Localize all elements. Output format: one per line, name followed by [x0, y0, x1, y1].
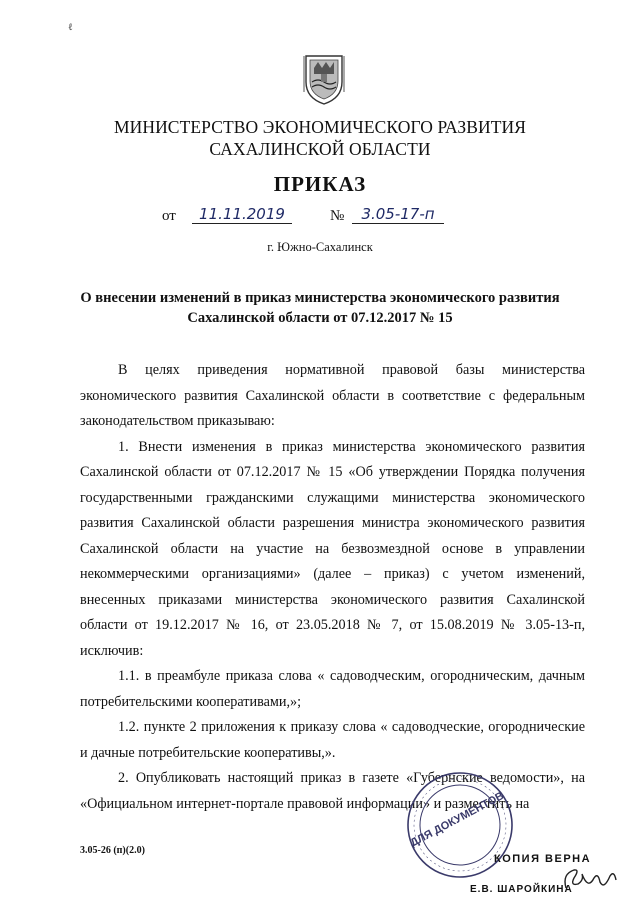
order-body [80, 358, 585, 817]
copy-signer-name: Е.В. ШАРОЙКИНА [470, 884, 573, 895]
subject-line1: О внесении изменений в приказ министерства экономического развития [80, 290, 560, 306]
paragraph-item-1: 1. Внести изменения в приказ министерства экономического развития Сахалинской области от 07.12.2017 № 15 «Об утверждении Порядка получения государственными гражданскими служащими министерства экономического развития Сахалинской области разрешения министра экономического развития Сахалинской области на участие на безвозмездной основе в управлении некоммерческими организациями» (далее – приказ) с учетом изменений, внесенных приказами министерства экономического развития Сахалинской области от 19.12.2017 № 16, от 23.05.2018 № 7, от 15.08.2019 № 3.05-13-п, исключив: [80, 438, 585, 659]
paragraph-item-1-2: 1.2. пункте 2 приложения к приказу слова « садоводческие, огороднические и дачные потребительские кооперативы,». [80, 719, 585, 761]
subject-line2: Сахалинской области от 07.12.2017 № 15 [187, 310, 453, 326]
ministry-name-line1: МИНИСТЕРСТВО ЭКОНОМИЧЕСКОГО РАЗВИТИЯ [113, 117, 527, 137]
corner-mark: ℓ [68, 22, 73, 33]
city-name: г. Южно-Сахалинск [267, 240, 373, 254]
stamp-center-text: ДЛЯ ДОКУМЕНТОВ [408, 789, 506, 850]
paragraph-preamble: В целях приведения нормативной правовой базы министерства экономического развития Сахалинской области в соответствие с федеральным законодательством приказываю: [80, 362, 585, 429]
date-number-line [0, 206, 640, 232]
from-label: от [162, 208, 176, 224]
ministry-name-line2: САХАЛИНСКОЙ ОБЛАСТИ [209, 139, 431, 159]
form-code: 3.05-26 (п)(2.0) [80, 845, 145, 856]
copy-certified-mark: КОПИЯ ВЕРНА [494, 853, 592, 865]
order-date: 11.11.2019 [192, 205, 292, 224]
paragraph-item-2: 2. Опубликовать настоящий приказ в газете «Губернские ведомости», на «Официальном интернет-портале правовой информации» и разместить на [80, 770, 585, 812]
order-number: 3.05-17-п [352, 205, 444, 224]
handwritten-signature [560, 860, 620, 900]
doc-type-title: ПРИКАЗ [273, 172, 367, 196]
number-label: № [330, 208, 345, 224]
order-subject [0, 288, 640, 328]
coat-of-arms-emblem [302, 52, 346, 106]
ministry-name [0, 116, 640, 160]
paragraph-item-1-1: 1.1. в преамбуле приказа слова « садоводческим, огородническим, дачным потребительскими кооперативами,»; [80, 668, 585, 710]
